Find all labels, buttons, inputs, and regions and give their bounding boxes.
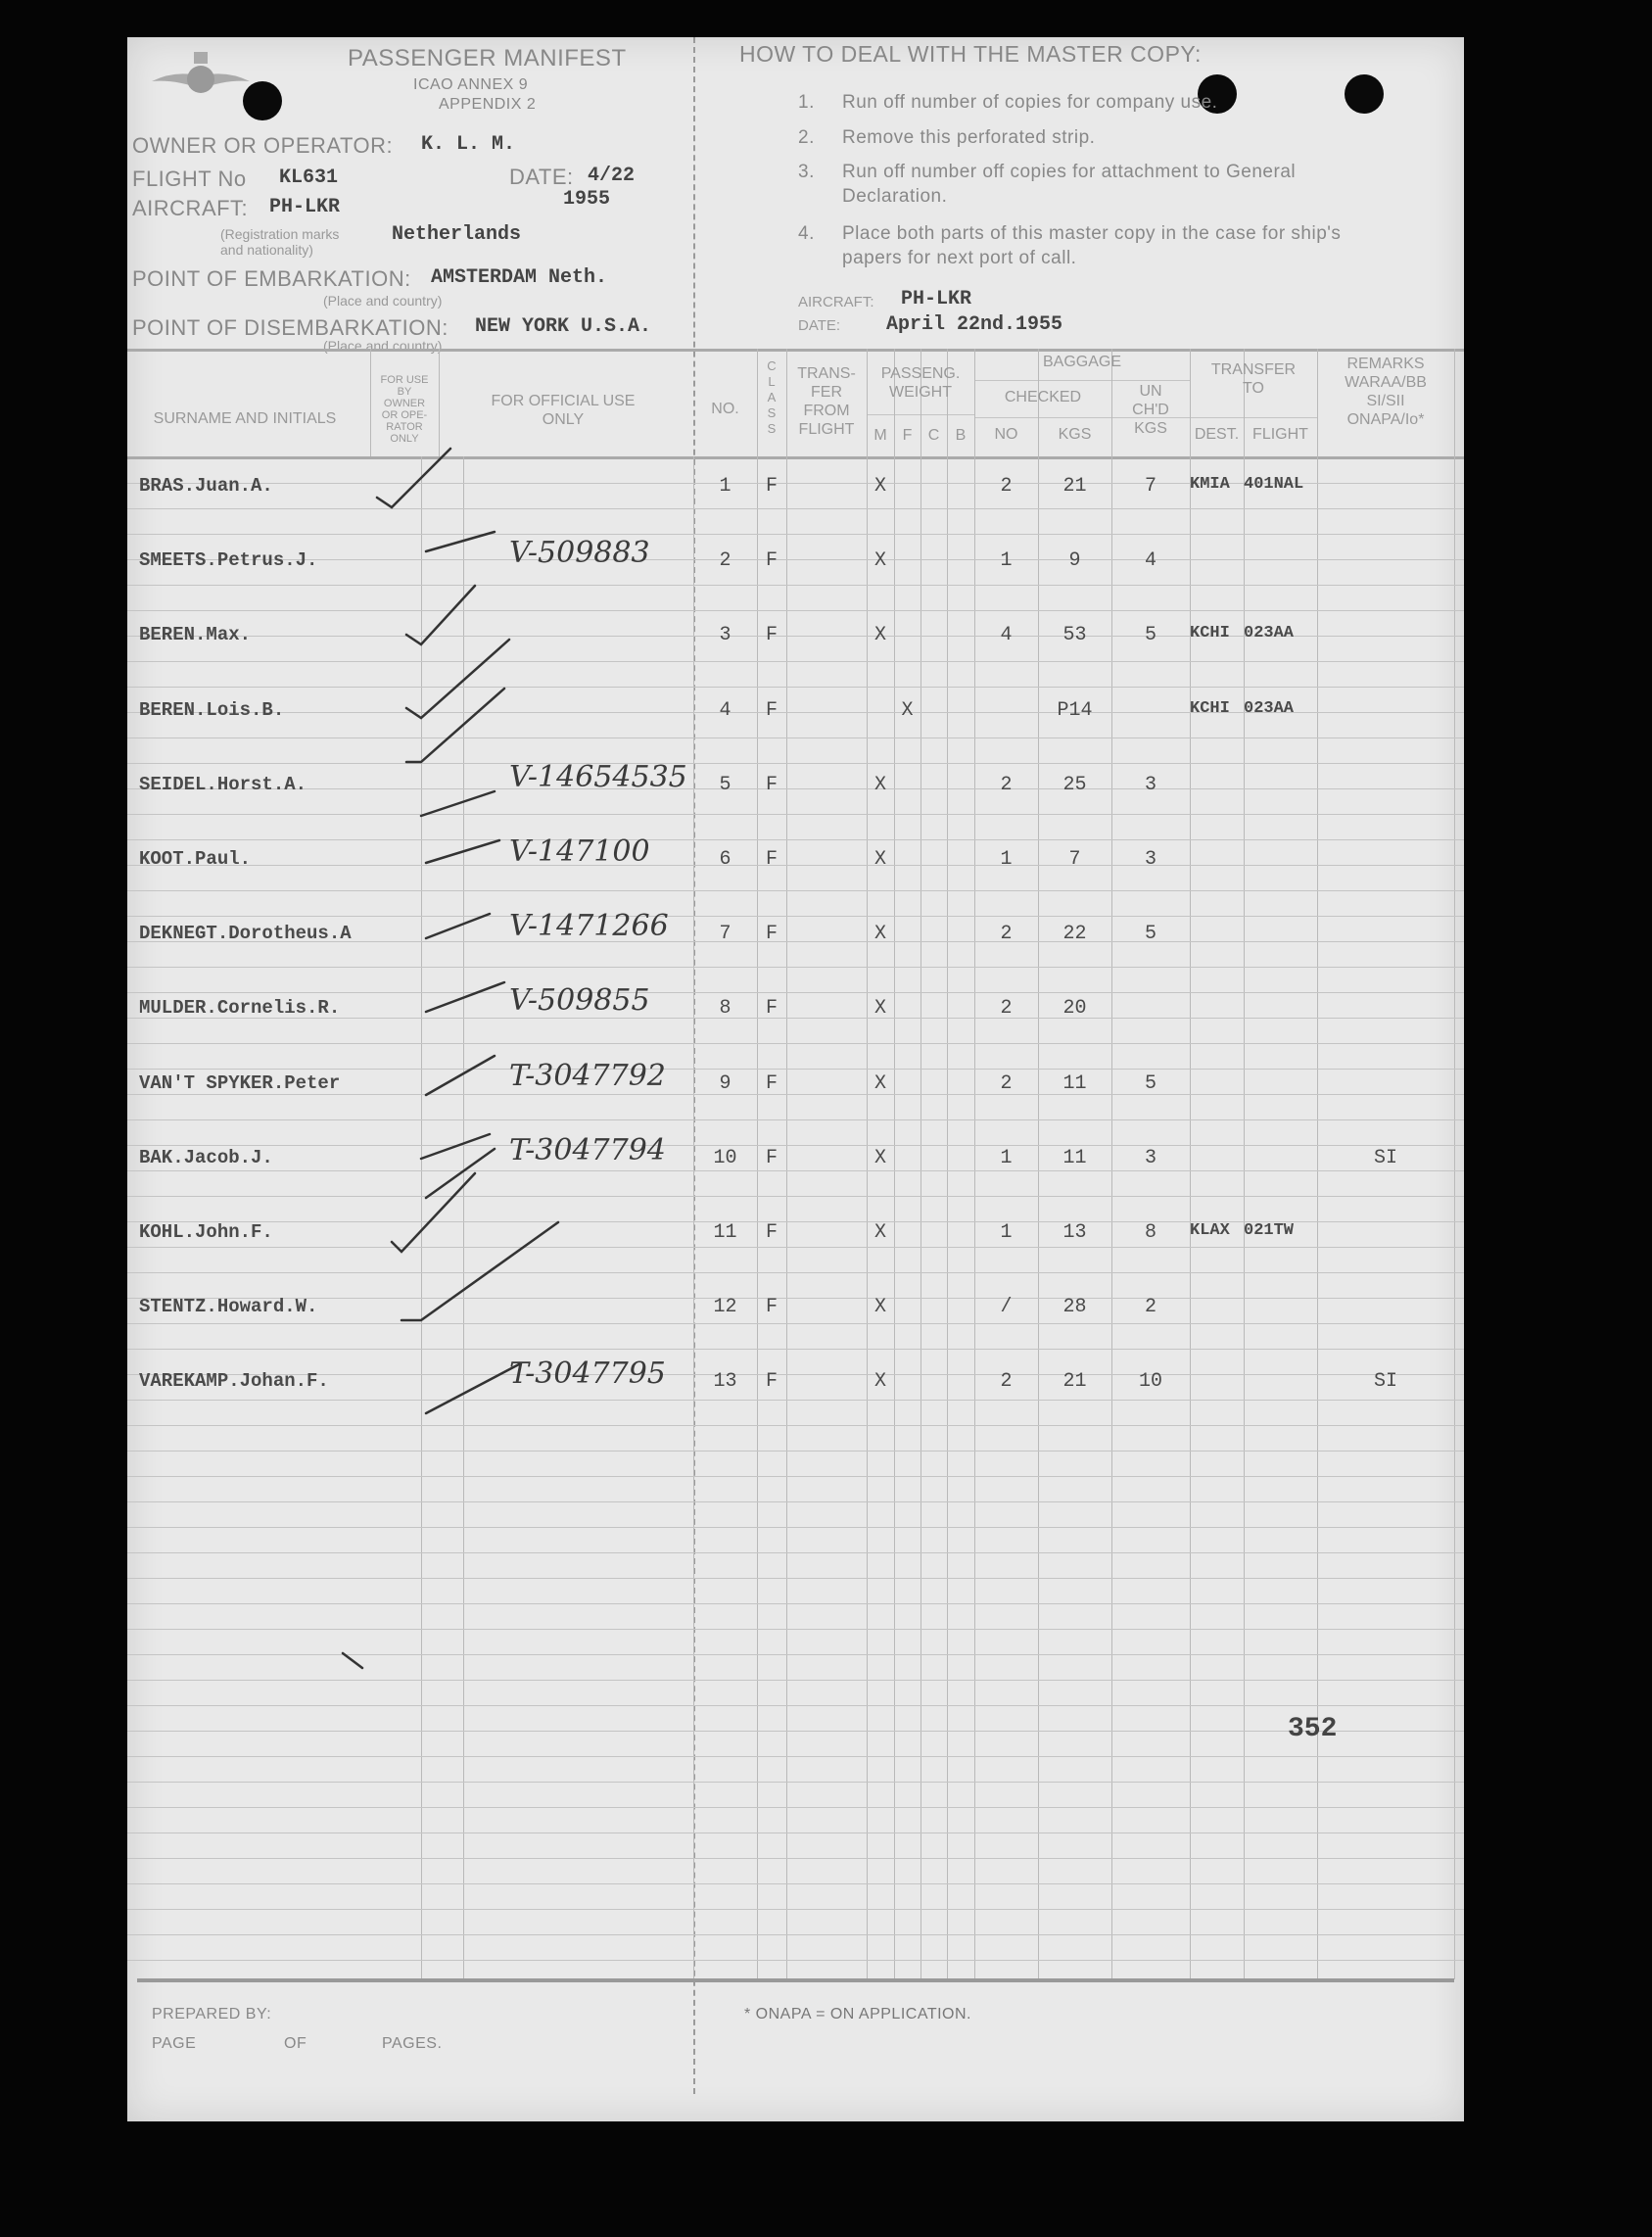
cell-bag-no: 2: [1000, 997, 1013, 1021]
footer-rule: [137, 1978, 1454, 1982]
cell-bag-no: 2: [1000, 1370, 1013, 1394]
cell-unchd: 4: [1144, 549, 1156, 573]
header-m: M: [873, 427, 887, 444]
header-class: C L A S S: [767, 358, 777, 436]
cell-m: X: [873, 997, 886, 1021]
cell-cls: F: [765, 923, 778, 946]
instruction-number: 2.: [798, 127, 815, 148]
instruction-text: papers for next port of call.: [842, 248, 1077, 268]
passenger-name: BAK.Jacob.J.: [139, 1146, 273, 1168]
passenger-name: BEREN.Max.: [139, 624, 252, 646]
cell-bag-no: 1: [1000, 848, 1013, 871]
header-flight: FLIGHT: [1252, 426, 1308, 443]
prepared-by-label: PREPARED BY:: [152, 2006, 272, 2023]
cell-cls: F: [765, 1221, 778, 1244]
document-number: V-14654535: [509, 759, 687, 794]
cell-unchd: 3: [1144, 848, 1156, 871]
cell-no: 2: [719, 549, 732, 573]
cell-bag-no: 2: [1000, 773, 1013, 796]
embark-label: POINT OF EMBARKATION:: [132, 266, 411, 291]
instr-date-label: DATE:: [798, 317, 841, 334]
passenger-name: STENTZ.Howard.W.: [139, 1296, 318, 1318]
registration-note: and nationality): [220, 242, 313, 258]
instr-aircraft-label: AIRCRAFT:: [798, 294, 874, 310]
cell-kgs: 53: [1062, 624, 1087, 647]
header-transfer-from: TRANS- FER FROM FLIGHT: [797, 365, 856, 438]
cell-bag-no: 2: [1000, 1071, 1013, 1095]
cell-kgs: 22: [1062, 923, 1087, 946]
disembark-value: NEW YORK U.S.A.: [475, 315, 652, 338]
cell-bag-no: 1: [1000, 549, 1013, 573]
owner-label: OWNER OR OPERATOR:: [132, 133, 394, 158]
cell-dest: KMIA: [1190, 475, 1230, 494]
cell-kgs: 7: [1068, 848, 1081, 871]
cell-unchd: 5: [1144, 1071, 1156, 1095]
instr-aircraft-value: PH-LKR: [901, 288, 972, 310]
cell-bag-no: 4: [1000, 624, 1013, 647]
cell-cls: F: [765, 1146, 778, 1169]
cell-m: X: [873, 549, 886, 573]
cell-no: 11: [713, 1221, 737, 1244]
cell-kgs: 28: [1062, 1296, 1087, 1319]
onapa-note: * ONAPA = ON APPLICATION.: [744, 2006, 971, 2023]
cell-kgs: 9: [1068, 549, 1081, 573]
cell-remarks: SI: [1373, 1146, 1397, 1169]
flight-label: FLIGHT No: [132, 167, 247, 191]
cell-cls: F: [765, 698, 778, 722]
cell-cls: F: [765, 475, 778, 498]
cell-m: X: [873, 923, 886, 946]
cell-dest: KLAX: [1190, 1221, 1230, 1240]
cell-no: 4: [719, 698, 732, 722]
cell-kgs: P14: [1057, 698, 1093, 722]
header-checked-kgs: KGS: [1058, 426, 1092, 443]
cell-cls: F: [765, 997, 778, 1021]
cell-m: X: [873, 1370, 886, 1394]
cell-bag-no: 1: [1000, 1146, 1013, 1169]
passenger-name: KOOT.Paul.: [139, 848, 252, 870]
cell-cls: F: [765, 1370, 778, 1394]
date-label: DATE:: [509, 165, 574, 189]
instruction-number: 4.: [798, 223, 815, 244]
cell-m: X: [873, 475, 886, 498]
cell-kgs: 21: [1062, 475, 1087, 498]
passenger-name: VAREKAMP.Johan.F.: [139, 1370, 329, 1393]
header-f: F: [902, 427, 913, 444]
cell-no: 8: [719, 997, 732, 1021]
cell-flight: 023AA: [1244, 624, 1295, 643]
passenger-name: VAN'T SPYKER.Peter: [139, 1071, 341, 1094]
header-checked-no: NO: [994, 426, 1018, 443]
header-dest: DEST.: [1194, 426, 1240, 443]
cell-f: X: [901, 698, 914, 722]
passenger-name: SEIDEL.Horst.A.: [139, 773, 307, 795]
passenger-name: SMEETS.Petrus.J.: [139, 549, 318, 572]
cell-kgs: 13: [1062, 1221, 1087, 1244]
cell-unchd: 2: [1144, 1296, 1156, 1319]
cell-no: 10: [713, 1146, 737, 1169]
header-c: C: [927, 427, 940, 444]
header-owner-use: FOR USE BY OWNER OR OPE- RATOR ONLY: [380, 374, 429, 445]
cell-bag-no: 2: [1000, 475, 1013, 498]
icao-annex: ICAO ANNEX 9: [413, 76, 529, 93]
cell-kgs: 11: [1062, 1071, 1087, 1095]
manifest-sheet: [127, 37, 1464, 2121]
disembark-note: (Place and country): [323, 338, 443, 354]
cell-no: 7: [719, 923, 732, 946]
aircraft-value: PH-LKR: [269, 196, 341, 218]
document-number: T-3047794: [509, 1132, 666, 1167]
passenger-name: KOHL.John.F.: [139, 1221, 273, 1243]
passenger-name: BRAS.Juan.A.: [139, 475, 273, 497]
cell-dest: KCHI: [1190, 698, 1230, 718]
cell-cls: F: [765, 624, 778, 647]
cell-m: X: [873, 1071, 886, 1095]
instruction-text: Run off number of copies for company use.: [842, 92, 1218, 113]
cell-cls: F: [765, 1296, 778, 1319]
cell-no: 5: [719, 773, 732, 796]
header-passeng-weight: PASSENG. WEIGHT: [880, 365, 961, 401]
embark-value: AMSTERDAM Neth.: [431, 266, 608, 289]
disembark-label: POINT OF DISEMBARKATION:: [132, 315, 448, 340]
flight-value: KL631: [279, 167, 339, 189]
cell-unchd: 10: [1138, 1370, 1162, 1394]
registration-note: (Registration marks: [220, 226, 340, 242]
cell-flight: 401NAL: [1244, 475, 1304, 494]
cell-no: 12: [713, 1296, 737, 1319]
cell-kgs: 20: [1062, 997, 1087, 1021]
header-unchd: UN CH'D KGS: [1132, 383, 1169, 437]
instr-date-value: April 22nd.1955: [886, 313, 1063, 336]
page-number: 352: [1288, 1714, 1338, 1744]
header-surname: SURNAME AND INITIALS: [153, 410, 337, 427]
cell-kgs: 11: [1062, 1146, 1087, 1169]
cell-cls: F: [765, 848, 778, 871]
instruction-text: Run off number off copies for attachment to General: [842, 162, 1297, 182]
cell-flight: 021TW: [1244, 1221, 1295, 1240]
document-number: V-1471266: [509, 909, 669, 944]
cell-no: 13: [713, 1370, 737, 1394]
cell-dest: KCHI: [1190, 624, 1230, 643]
header-checked: CHECKED: [1004, 389, 1082, 405]
passenger-name: DEKNEGT.Dorotheus.A: [139, 923, 352, 945]
cell-unchd: 5: [1144, 923, 1156, 946]
cell-unchd: 3: [1144, 1146, 1156, 1169]
aircraft-label: AIRCRAFT:: [132, 196, 249, 220]
document-number: T-3047792: [509, 1058, 666, 1093]
cell-m: X: [873, 773, 886, 796]
document-number: T-3047795: [509, 1356, 666, 1392]
cell-m: X: [873, 1146, 886, 1169]
handwritten-checkmarks: [127, 37, 1464, 2121]
header-no: NO.: [711, 401, 739, 417]
nationality-value: Netherlands: [392, 223, 522, 246]
date-value-2: 1955: [563, 188, 611, 211]
document-number: V-509883: [509, 536, 650, 571]
cell-unchd: 5: [1144, 624, 1156, 647]
cell-cls: F: [765, 1071, 778, 1095]
header-remarks: REMARKS WARAA/BB SI/SII ONAPA/Io*: [1345, 356, 1427, 428]
document-number: V-509855: [509, 983, 650, 1019]
cell-m: X: [873, 848, 886, 871]
header-transfer-to: TRANSFER TO: [1210, 361, 1297, 397]
header-baggage: BAGGAGE: [1042, 354, 1122, 370]
date-value-1: 4/22: [588, 165, 636, 187]
instruction-number: 3.: [798, 162, 815, 182]
cell-no: 9: [719, 1071, 732, 1095]
passenger-name: MULDER.Cornelis.R.: [139, 997, 341, 1020]
cell-m: X: [873, 1296, 886, 1319]
instruction-text: Remove this perforated strip.: [842, 127, 1096, 148]
cell-unchd: 3: [1144, 773, 1156, 796]
appendix: APPENDIX 2: [439, 96, 537, 113]
cell-bag-no: 2: [1000, 923, 1013, 946]
cell-m: X: [873, 624, 886, 647]
cell-bag-no: 1: [1000, 1221, 1013, 1244]
document-number: V-147100: [509, 834, 650, 869]
cell-cls: F: [765, 549, 778, 573]
page-label: PAGE: [152, 2035, 197, 2052]
instruction-text: Declaration.: [842, 186, 948, 207]
owner-value: K. L. M.: [421, 133, 516, 156]
cell-flight: 023AA: [1244, 698, 1295, 718]
cell-remarks: SI: [1373, 1370, 1397, 1394]
instructions-title: HOW TO DEAL WITH THE MASTER COPY:: [739, 41, 1202, 67]
instruction-text: Place both parts of this master copy in the case for ship's: [842, 223, 1342, 244]
cell-unchd: 7: [1144, 475, 1156, 498]
cell-m: X: [873, 1221, 886, 1244]
cell-no: 3: [719, 624, 732, 647]
embark-note: (Place and country): [323, 293, 443, 309]
header-official-use: FOR OFFICIAL USE ONLY: [491, 393, 636, 428]
passenger-name: BEREN.Lois.B.: [139, 698, 285, 721]
header-b: B: [955, 427, 967, 444]
cell-kgs: 25: [1062, 773, 1087, 796]
cell-no: 1: [719, 475, 732, 498]
cell-bag-no: /: [1000, 1296, 1013, 1319]
cell-no: 6: [719, 848, 732, 871]
of-label: OF: [284, 2035, 307, 2052]
cell-cls: F: [765, 773, 778, 796]
instruction-number: 1.: [798, 92, 815, 113]
pages-label: PAGES.: [382, 2035, 443, 2052]
cell-unchd: 8: [1144, 1221, 1156, 1244]
cell-kgs: 21: [1062, 1370, 1087, 1394]
manifest-title: PASSENGER MANIFEST: [348, 45, 627, 71]
